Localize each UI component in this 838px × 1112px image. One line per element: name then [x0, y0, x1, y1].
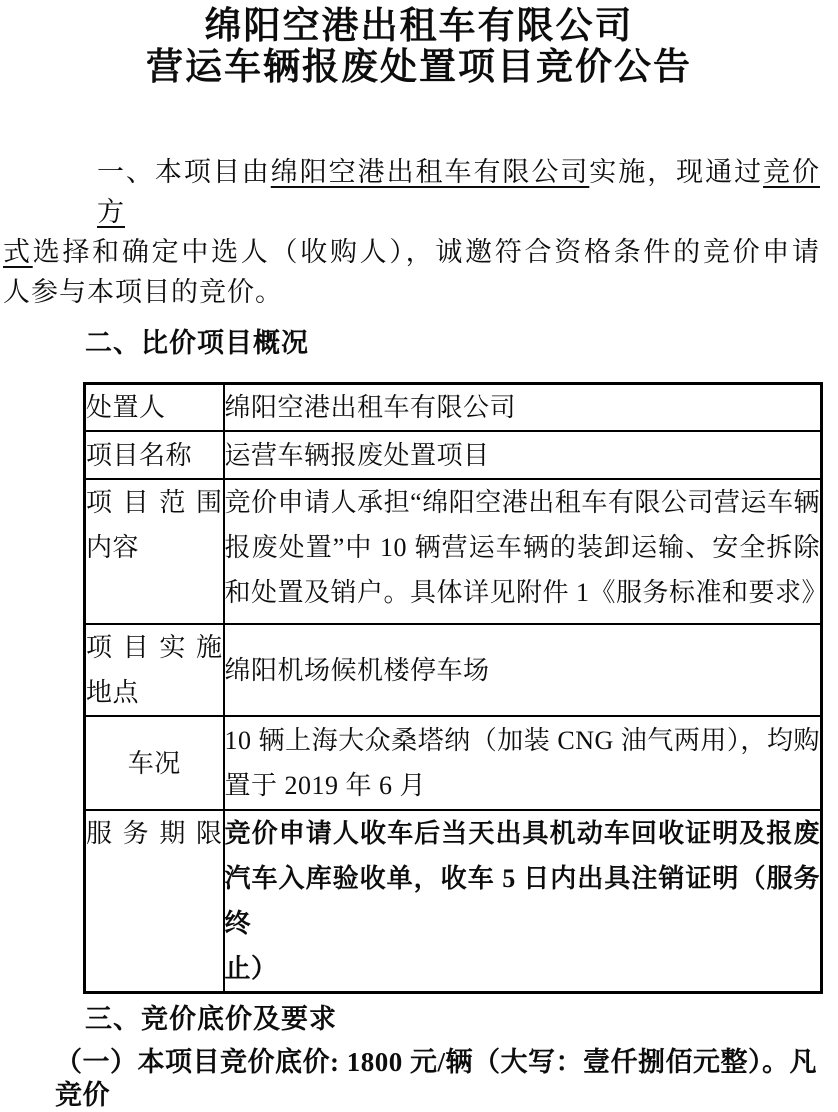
table-row-vehicle-condition: [85, 716, 822, 810]
text-segment: 一、本项目由: [97, 157, 271, 187]
text-line: 绵阳机场候机楼停车场: [224, 655, 490, 685]
underlined-text-segment: 式: [3, 237, 33, 267]
intro-line-1: [3, 152, 820, 232]
text-line: 项目名称: [86, 440, 193, 470]
row-label-disposer: [85, 384, 224, 432]
project-overview-table: [83, 382, 829, 994]
row-label-service-period: [85, 810, 224, 993]
text-line: 项目范围: [86, 488, 223, 517]
text-line: 竞价申请人承担“绵阳空港出租车有限公司营运车辆: [224, 488, 820, 517]
table-row-project-name: [85, 431, 822, 479]
row-label-project-scope: [85, 479, 224, 624]
text-segment: 实施，现通过: [589, 157, 764, 187]
underlined-text-segment: 绵阳空港出租车有限公司: [270, 157, 590, 187]
intro-line-3: [3, 272, 820, 312]
text-line: 运营车辆报废处置项目: [224, 440, 490, 470]
text-line: 服务期限: [86, 819, 223, 848]
text-line: 10 辆上海大众桑塔纳（加装 CNG 油气两用），均购: [224, 726, 820, 755]
row-label-project-location: [85, 624, 224, 716]
document-title-line1: 绵阳空港出租车有限公司: [204, 6, 634, 47]
document-title: [0, 0, 838, 88]
text-line: 处置人: [86, 393, 166, 422]
document-title-line2: 营运车辆报废处置项目竞价公告: [146, 47, 692, 88]
text-line: 竞价申请人收车后当天出具机动车回收证明及报废: [224, 819, 820, 848]
table-row-disposer: [85, 384, 822, 432]
row-value-service-period: [224, 810, 822, 993]
text-line: 绵阳空港出租车有限公司: [224, 393, 517, 422]
section-price-heading: 三、竞价底价及要求: [85, 1004, 337, 1034]
row-value-vehicle-condition: [224, 716, 822, 810]
text-line: 项目实施: [86, 633, 223, 662]
table-row-service-period: [85, 810, 822, 993]
text-line: 汽车入库验收单，收车 5 日内出具注销证明（服务终: [224, 864, 820, 938]
text-line: 置于 2019 年 6 月: [224, 771, 427, 800]
text-line: 地点: [86, 678, 140, 707]
text-line: 和处置及销户。具体详见附件 1《服务标准和要求》: [224, 578, 829, 607]
text-line: 内容: [86, 533, 140, 562]
row-value-project-scope: [224, 479, 829, 624]
text-line: 报废处置”中 10 辆营运车辆的装卸运输、安全拆除: [224, 533, 820, 562]
table-row-project-location: [85, 624, 822, 716]
text-line: 车况: [127, 748, 181, 778]
section-overview-heading: 二、比价项目概况: [85, 328, 309, 358]
text-segment: 选择和确定中选人（收购人），诚邀符合资格条件的竞价申请: [32, 237, 821, 267]
intro-paragraph: [3, 152, 820, 312]
text-segment: 人参与本项目的竞价。: [3, 277, 283, 307]
row-value-disposer: [224, 384, 822, 432]
underlined-text-segment: 竞价方: [97, 157, 821, 227]
row-value-project-name: [224, 431, 822, 479]
price-paragraph: （一）本项目竞价底价: 1800 元/辆（大写：壹仟捌佰元整）。凡竞价: [55, 1047, 817, 1110]
intro-line-2: [3, 232, 820, 272]
table-row-project-scope: [85, 479, 822, 624]
row-label-vehicle-condition: [85, 716, 224, 810]
text-line: 止）: [224, 954, 278, 983]
row-value-project-location: [224, 624, 822, 716]
row-label-project-name: [85, 431, 224, 479]
